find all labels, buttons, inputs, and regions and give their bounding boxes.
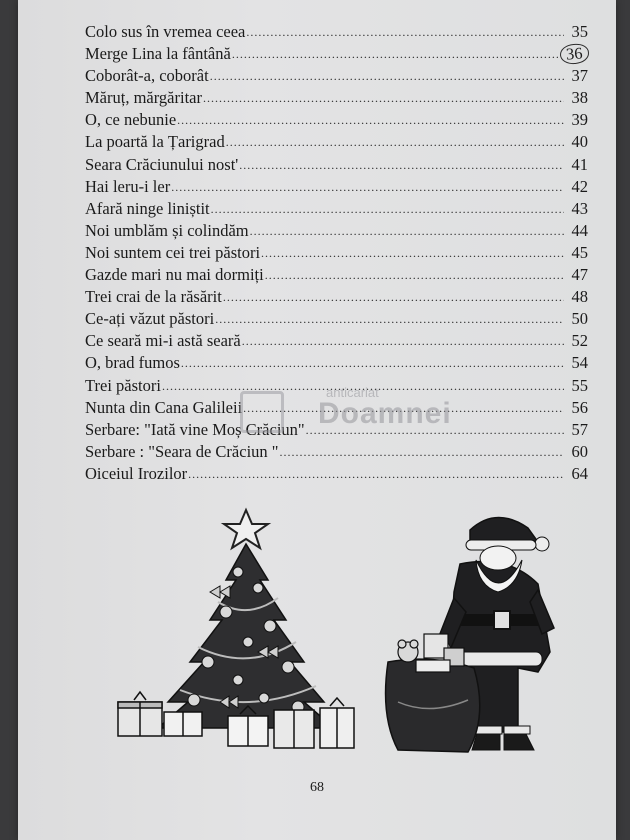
- toc-dot-leader: [250, 224, 564, 239]
- christmas-illustration: [98, 502, 568, 767]
- toc-entry: [85, 44, 588, 66]
- toc-dot-leader: [280, 445, 564, 460]
- toc-dot-leader: [232, 47, 558, 62]
- toc-entry-page: [564, 287, 588, 307]
- toc-entry-page: [564, 88, 588, 108]
- toc-entry-title: Ce seară mi-i astă seară: [85, 331, 241, 351]
- toc-dot-leader: [265, 268, 564, 283]
- toc-page-number: 41: [571, 154, 588, 174]
- toc-dot-leader: [239, 158, 564, 173]
- toc-entry-page: [564, 177, 588, 197]
- toc-entry-title: Serbare : "Seara de Crăciun ": [85, 441, 279, 461]
- toc-entry-title: Seara Crăciunului nost': [85, 154, 239, 174]
- toc-page-number: 44: [571, 220, 588, 240]
- toc-entry-page: [564, 353, 588, 373]
- toc-entry: [85, 287, 588, 309]
- toc-entry: [85, 66, 588, 88]
- toc-page-number: 52: [571, 331, 588, 351]
- toc-page-number: 50: [571, 309, 588, 329]
- toc-dot-leader: [171, 180, 564, 195]
- toc-entry-page: [564, 199, 588, 219]
- toc-entry-page: [564, 221, 588, 241]
- toc-entry-title: Afară ninge liniștit: [85, 198, 210, 218]
- toc-entry-page: [564, 132, 588, 152]
- toc-entry-title: Colo sus în vremea ceea: [85, 22, 246, 41]
- toc-entry-title: La poartă la Țarigrad: [85, 132, 225, 152]
- toc-entry-title: Măruț, mărgăritar: [85, 88, 202, 108]
- toc-entry: [85, 132, 588, 154]
- watermark-big-text: Doamnei: [318, 397, 452, 430]
- page-number: 68: [310, 780, 324, 795]
- toc-entry: [85, 353, 588, 375]
- toc-dot-leader: [246, 25, 564, 40]
- watermark: [240, 385, 452, 437]
- watermark-logo-icon: [240, 391, 284, 433]
- toc-dot-leader: [242, 334, 564, 349]
- toc-entry: [85, 88, 588, 110]
- toc-entry-page: [564, 155, 588, 175]
- toc-page-number: 37: [571, 66, 588, 86]
- toc-page-number: 60: [571, 441, 588, 461]
- toc-dot-leader: [226, 135, 564, 150]
- toc-entry-title: Merge Lina la fântână: [85, 44, 231, 64]
- toc-entry-title: Trei crai de la răsărit: [85, 287, 222, 307]
- toc-entry: [85, 155, 588, 177]
- santa-claus-icon: [386, 517, 554, 752]
- circled-page-number: 36: [559, 43, 589, 65]
- toc-entry-page: [564, 110, 588, 130]
- toc-entry-page: [564, 309, 588, 329]
- toc-entry: [85, 22, 588, 44]
- toc-entry-title: Nunta din Cana Galileii: [85, 397, 243, 417]
- toc-entry-page: [564, 22, 588, 42]
- watermark-small-text: anticariat: [326, 385, 379, 400]
- toc-entry-title: Ce-ați văzut păstori: [85, 309, 215, 329]
- toc-entry-title: O, brad fumos: [85, 353, 180, 373]
- toc-page-number: 39: [571, 110, 588, 130]
- toc-entry-page: [564, 376, 588, 396]
- toc-dot-leader: [203, 91, 564, 106]
- toc-entry: [85, 265, 588, 287]
- toc-entry-title: Serbare: "Iată vine Moș Crăciun": [85, 419, 305, 439]
- toc-dot-leader: [223, 290, 564, 305]
- toc-entry: [85, 331, 588, 353]
- toc-entry-page: [564, 464, 588, 484]
- toc-entry: [85, 199, 588, 221]
- toc-entry-page: [564, 420, 588, 440]
- toc-page-number: 57: [571, 419, 588, 439]
- toc-entry: [85, 110, 588, 132]
- christmas-tree-icon: [118, 510, 354, 748]
- toc-dot-leader: [177, 113, 564, 128]
- toc-entry-page: [564, 398, 588, 418]
- book-page: [18, 0, 616, 840]
- toc-entry-page: [564, 442, 588, 462]
- toc-page-number: 38: [571, 88, 588, 108]
- toc-page-number: 43: [571, 198, 588, 218]
- toc-entry: [85, 309, 588, 331]
- toc-page-number: 64: [571, 463, 588, 483]
- toc-page-number: 40: [571, 132, 588, 152]
- toc-entry-title: Gazde mari nu mai dormiți: [85, 265, 264, 285]
- toc-entry-title: Hai leru-i ler: [85, 176, 171, 196]
- toc-dot-leader: [181, 356, 564, 371]
- toc-page-number: 35: [571, 22, 588, 41]
- toc-entry-title: Noi suntem cei trei păstori: [85, 242, 261, 262]
- toc-dot-leader: [210, 69, 564, 84]
- toc-dot-leader: [261, 246, 564, 261]
- toc-page-number: 56: [571, 397, 588, 417]
- toc-page-number: 45: [571, 242, 588, 262]
- toc-dot-leader: [188, 467, 564, 482]
- toc-entry-title: Trei păstori: [85, 375, 161, 395]
- toc-dot-leader: [211, 202, 564, 217]
- toc-entry-title: Oiceiul Irozilor: [85, 463, 188, 483]
- toc-entry: [85, 442, 588, 464]
- toc-page-number: 47: [571, 265, 588, 285]
- toc-entry-title: O, ce nebunie: [85, 110, 177, 130]
- toc-entry-title: Noi umblăm și colindăm: [85, 220, 249, 240]
- toc-entry-page: [564, 265, 588, 285]
- toc-entry-page: [558, 44, 589, 64]
- toc-page-number: 54: [571, 353, 588, 373]
- toc-entry-page: [564, 331, 588, 351]
- toc-page-number: 48: [571, 287, 588, 307]
- toc-entry: [85, 464, 588, 486]
- toc-entry-title: Coborât-a, coborât: [85, 66, 209, 86]
- toc-entry: [85, 177, 588, 199]
- toc-page-number: 55: [571, 375, 588, 395]
- toc-entry-page: [564, 243, 588, 263]
- toc-entry-page: [564, 66, 588, 86]
- toc-dot-leader: [215, 312, 564, 327]
- toc-entry: [85, 243, 588, 265]
- toc-page-number: 42: [571, 176, 588, 196]
- toc-entry: [85, 221, 588, 243]
